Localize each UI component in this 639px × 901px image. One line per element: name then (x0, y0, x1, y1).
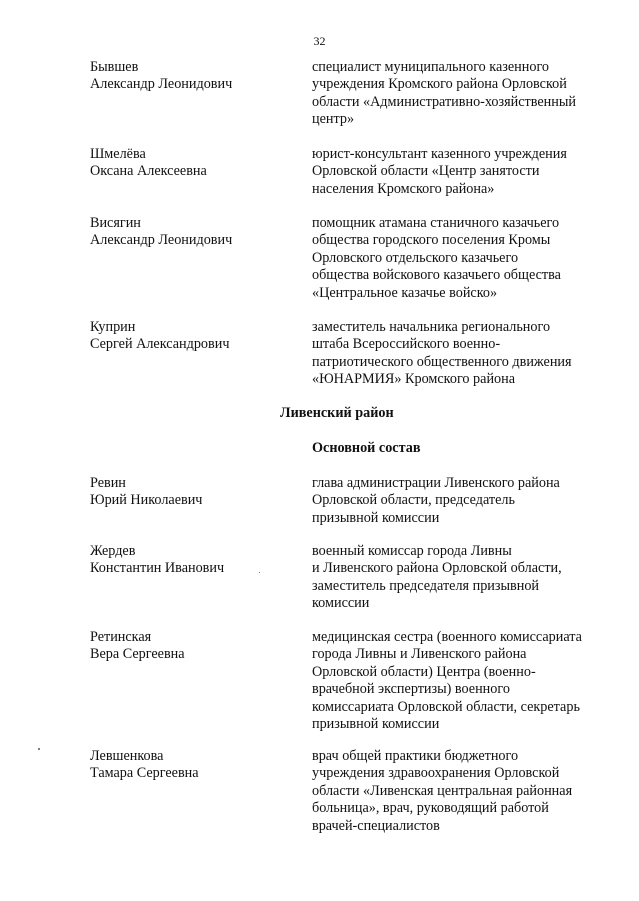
position-line: общества городского поселения Кромы (312, 232, 551, 249)
position-line: учреждения Кромского района Орловской (312, 76, 567, 93)
position-line: врачебной экспертизы) военного (312, 681, 510, 698)
member-position (312, 319, 612, 389)
member-position (312, 215, 612, 302)
member-name (90, 475, 290, 510)
position-line: штаба Всероссийского военно- (312, 336, 501, 353)
position-line: медицинская сестра (военного комиссариата (312, 629, 582, 645)
position-line: учреждения здравоохранения Орловской (312, 765, 560, 782)
position-line: Орловской области «Центр занятости (312, 163, 540, 180)
member-surname: Куприн (90, 319, 136, 335)
position-line: специалист муниципального казенного (312, 59, 550, 75)
position-line: населения Кромского района» (312, 180, 495, 197)
scan-speck (259, 572, 260, 573)
member-name (90, 319, 290, 354)
position-line: общества войскового казачьего общества (312, 267, 561, 284)
position-line: глава администрации Ливенского района (312, 475, 560, 491)
position-line: области «Ливенская центральная районная (312, 782, 573, 799)
position-line: центр» (312, 111, 355, 128)
member-position (312, 59, 612, 129)
member-position (312, 475, 612, 527)
member-position (312, 629, 612, 733)
page-number: 32 (313, 34, 326, 48)
position-line: патриотического общественного движения (312, 353, 572, 370)
member-given-names: Юрий Николаевич (90, 492, 203, 509)
position-line: комиссариата Орловской области, секретарь (312, 698, 580, 715)
member-name (90, 748, 290, 783)
position-line: области «Административно-хозяйственный (312, 93, 576, 110)
member-surname: Висягин (90, 215, 141, 231)
member-position (312, 146, 612, 198)
position-line: комиссии (312, 595, 370, 612)
position-line: Орловского отдельского казачьего (312, 249, 519, 266)
position-line: призывной комиссии (312, 509, 440, 526)
position-line: юрист-консультант казенного учреждения (312, 146, 567, 162)
position-line: города Ливны и Ливенского района (312, 646, 527, 663)
composition-heading: Основной состав (312, 440, 421, 456)
position-line: военный комиссар города Ливны (312, 543, 512, 559)
member-name (90, 146, 290, 181)
member-given-names: Александр Леонидович (90, 76, 233, 93)
member-name (90, 215, 290, 250)
member-position (312, 748, 612, 835)
position-line: «ЮНАРМИЯ» Кромского района (312, 371, 516, 388)
position-line: призывной комиссии (312, 716, 440, 733)
position-line: заместитель начальника регионального (312, 319, 551, 335)
member-name (90, 543, 290, 578)
member-surname: Ретинская (90, 629, 152, 645)
member-surname: Жердев (90, 543, 136, 559)
position-line: помощник атамана станичного казачьего (312, 215, 560, 231)
position-line: «Центральное казачье войско» (312, 284, 498, 301)
member-position (312, 543, 612, 613)
member-given-names: Тамара Сергеевна (90, 765, 199, 782)
member-given-names: Вера Сергеевна (90, 646, 185, 663)
position-line: Орловской области) Центра (военно- (312, 663, 536, 680)
member-given-names: Сергей Александрович (90, 336, 230, 353)
position-line: врачей-специалистов (312, 817, 440, 834)
member-given-names: Александр Леонидович (90, 232, 233, 249)
member-surname: Бывшев (90, 59, 139, 75)
position-line: заместитель председателя призывной (312, 577, 539, 594)
member-surname: Шмелёва (90, 146, 146, 162)
position-line: больница», врач, руководящий работой (312, 800, 549, 817)
district-heading: Ливенский район (280, 405, 394, 421)
member-name (90, 59, 290, 94)
position-line: врач общей практики бюджетного (312, 748, 519, 764)
member-surname: Левшенкова (90, 748, 164, 764)
position-line: и Ливенского района Орловской области, (312, 560, 562, 577)
position-line: Орловской области, председатель (312, 492, 515, 509)
member-given-names: Константин Иванович (90, 560, 225, 577)
member-surname: Ревин (90, 475, 126, 491)
member-name (90, 629, 290, 664)
member-given-names: Оксана Алексеевна (90, 163, 207, 180)
scan-speck (38, 748, 40, 750)
